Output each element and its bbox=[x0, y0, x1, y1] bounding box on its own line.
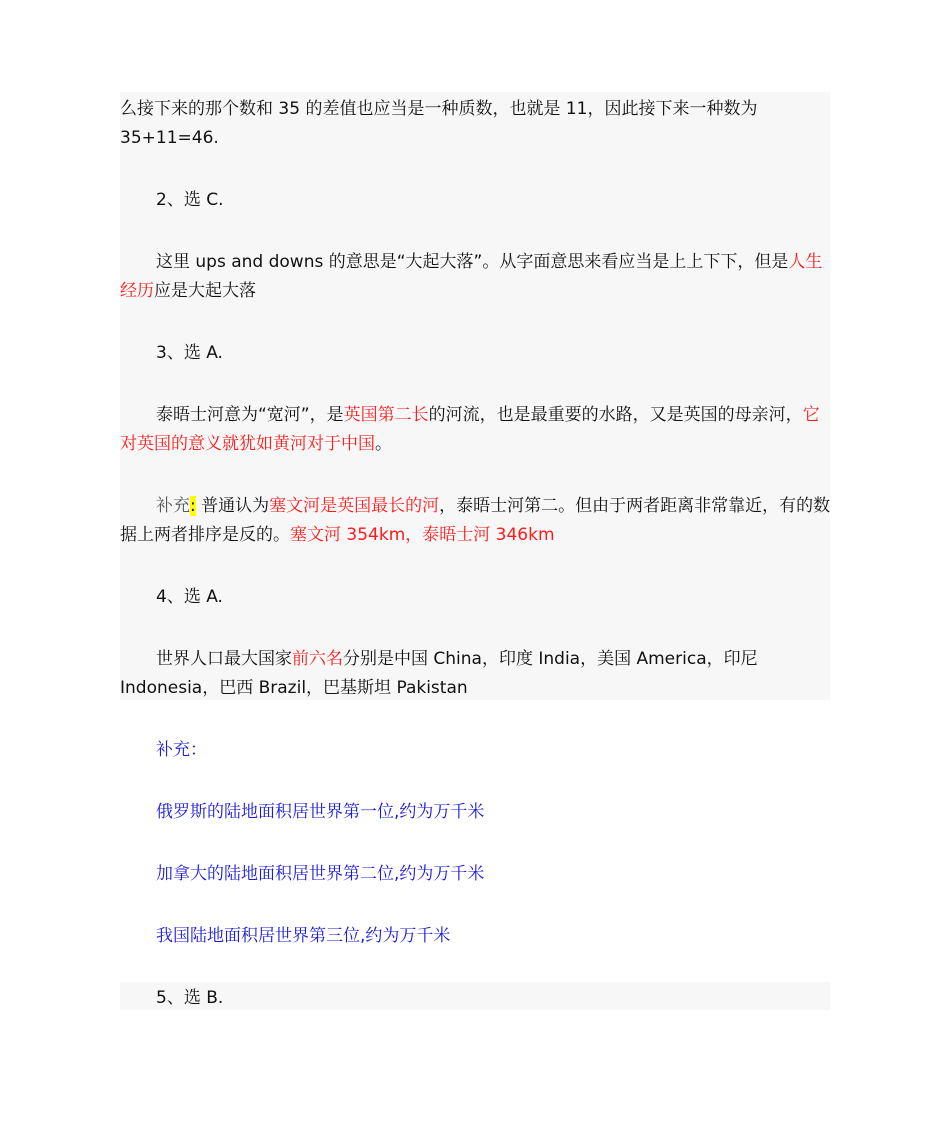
q4-answer: 4、选 A. bbox=[156, 587, 223, 607]
q3-supp-text-b: ，泰晤士河第二。但由于两者距离非常靠近，有的数据上两者排序是反的。 bbox=[120, 496, 831, 545]
q3-expl-text-c: 。 bbox=[375, 434, 392, 454]
q3-expl-text-b: 的河流，也是最重要的水路，又是英国的母亲河， bbox=[428, 405, 803, 425]
q3-supp-red1: 塞文河是英国最长的河 bbox=[269, 496, 440, 516]
q3-expl-text-a: 泰晤士河意为“宽河”，是 bbox=[156, 405, 344, 425]
q4-supp-line1: 俄罗斯的陆地面积居世界第一位,约为万千米 bbox=[156, 802, 485, 822]
q3-expl-red2: 它对英国的意义就犹如黄河对于中国 bbox=[120, 405, 820, 454]
q3-supp-text-a: 普通认为 bbox=[195, 496, 270, 516]
q4-supp-line3: 我国陆地面积居世界第三位,约为万千米 bbox=[156, 926, 451, 946]
paragraph-p1 bbox=[120, 95, 832, 153]
q2-explanation bbox=[120, 248, 832, 306]
q4-explanation bbox=[120, 645, 832, 703]
p1-line1: 么接下来的那个数和 35 的差值也应当是一种质数，也就是 11，因此接下来一种数为 bbox=[120, 99, 758, 119]
q3-explanation bbox=[120, 401, 832, 459]
q3-supp-highlight-colon: : bbox=[190, 496, 196, 516]
q3-answer: 3、选 A. bbox=[156, 343, 223, 363]
q4-supp-label: 补充： bbox=[156, 740, 207, 760]
q4-expl-text-a: 世界人口最大国家 bbox=[156, 649, 292, 669]
q2-expl-text-b: 应是大起大落 bbox=[154, 281, 256, 301]
q2-expl-text-a: 这里 ups and downs 的意思是“大起大落”。从字面意思来看应当是上上下下，但是 bbox=[156, 252, 789, 272]
q3-supp-label: 补充 bbox=[156, 496, 190, 516]
q3-expl-red1: 英国第二长 bbox=[343, 405, 429, 425]
q4-expl-text-b: 分别是中国 China，印度 India，美国 America，印尼 Indonesia，巴西 Brazil，巴基斯坦 Pakistan bbox=[120, 649, 758, 698]
q2-answer: 2、选 C. bbox=[156, 190, 224, 210]
q3-supplement bbox=[120, 492, 832, 550]
q4-expl-red: 前六名 bbox=[292, 649, 343, 669]
q2-expl-red: 人生经历 bbox=[120, 252, 823, 301]
q5-answer: 5、选 B. bbox=[156, 988, 224, 1008]
p1-line2: 35+11=46. bbox=[120, 128, 219, 148]
q4-supp-line2: 加拿大的陆地面积居世界第二位,约为万千米 bbox=[156, 864, 485, 884]
q3-supp-red2: 塞文河 354km，泰晤士河 346km bbox=[290, 525, 555, 545]
